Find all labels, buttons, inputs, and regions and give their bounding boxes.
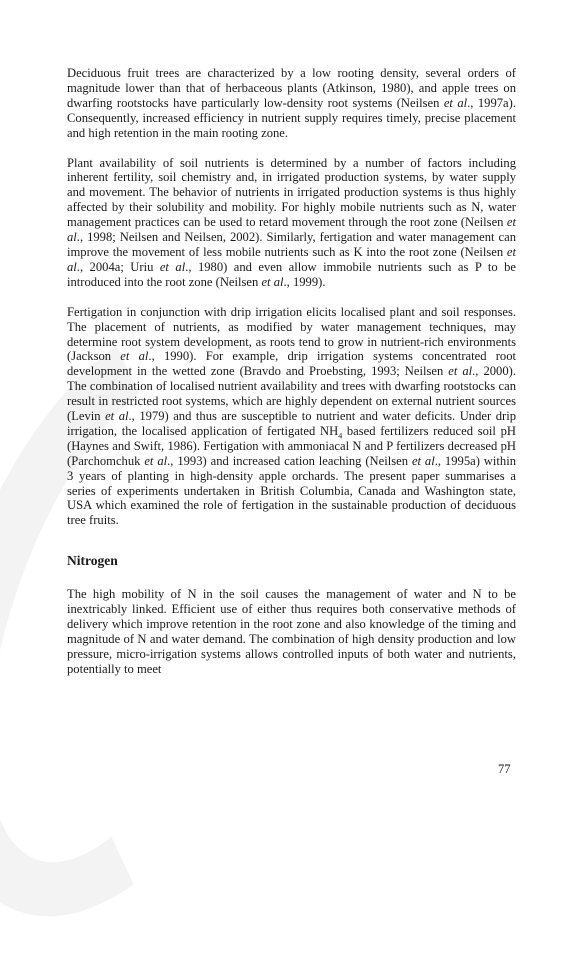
section-heading-nitrogen: Nitrogen — [67, 553, 118, 569]
paragraph-1: Deciduous fruit trees are characterized by a low rooting density, several orders of magnitude lower than that of herbaceous plants (Atkinson, 1980), and apple trees on dwarfing rootstocks have particularly low-density root systems (Neilsen et al., 1997a). Consequently, increased efficiency in nutrient supply requires timely, precise placement and high retention in the main rooting zone. — [67, 66, 516, 140]
paragraph-2: Plant availability of soil nutrients is determined by a number of factors including inherent fertility, soil chemistry and, in irrigated production systems, by water supply and movement. The behavior of nutrients in irrigated production systems is thus highly affected by their solubility and mobility. For highly mobile nutrients such as N, water management practices can be used to retard movement through the root zone (Neilsen et al., 1998; Neilsen and Neilsen, 2002). Similarly, fertigation and water management can improve the movement of less mobile nutrients such as K into the root zone (Neilsen et al., 2004a; Uriu et al., 1980) and even allow immobile nutrients such as P to be introduced into the root zone (Neilsen et al., 1999). — [67, 155, 516, 289]
page-body — [67, 66, 516, 692]
paragraph-3: Fertigation in conjunction with drip irrigation elicits localised plant and soil responses. The placement of nutrients, as modified by water management techniques, may determine root system development, as roots tend to grow in nutrient-rich environments (Jackson et al., 1990). For example, drip irrigation systems concentrated root development in the wetted zone (Bravdo and Proebsting, 1993; Neilsen et al., 2000). The combination of localised nutrient availability and trees with dwarfing rootstocks can result in restricted root systems, which are highly dependent on external nutrient sources (Levin et al., 1979) and thus are susceptible to nutrient and water deficits. Under drip irrigation, the localised application of fertigated $NH_4$ based fertilizers reduced soil pH (Haynes and Swift, 1986). Fertigation with ammoniacal N and P fertilizers decreased pH (Parchomchuk et al., 1993) and increased cation leaching (Neilsen et al., 1995a) within 3 years of planting in high-density apple orchards. The present paper summarises a series of experiments undertaken in British Columbia, Canada and Washington state, USA which examined the role of fertigation in the sustainable production of deciduous tree fruits. — [67, 304, 516, 528]
page-number: 77 — [498, 762, 511, 776]
paragraph-4: The high mobility of N in the soil causes the management of water and N to be inextricably linked. Efficient use of either thus requires both conservative methods of delivery which improve retention in the root zone and also knowledge of the timing and magnitude of N and water demand. The combination of high density production and low pressure, micro-irrigation systems allows controlled inputs of both water and nutrients, potentially to meet — [67, 587, 516, 676]
